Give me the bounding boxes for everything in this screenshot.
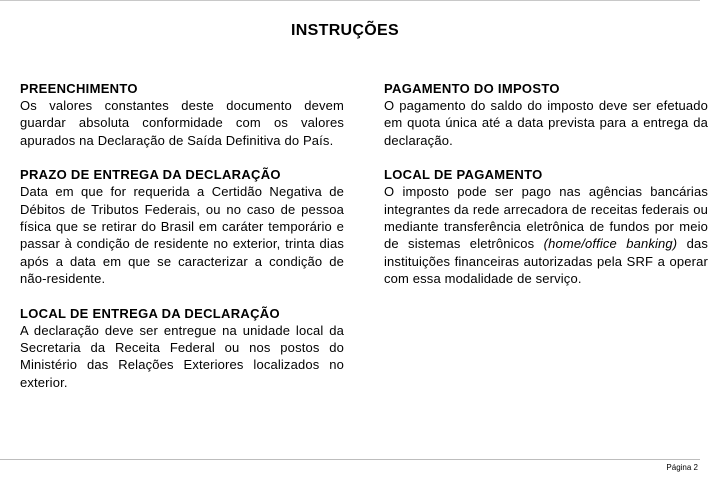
bottom-divider	[0, 459, 700, 460]
section-body: O pagamento do saldo do imposto deve ser efetuado em quota única até a data prevista para a entrega da declaração.	[384, 98, 708, 148]
body-text: O imposto pode ser pago nas agências bancárias integrantes da rede arrecadora de receitas federais ou mediante transferência eletrônica de fundos por meio de sistemas eletrônicos	[384, 184, 708, 252]
section-body: Data em que for requerida a Certidão Negativa de Débitos de Tributos Federais, ou no caso de pessoa física que se retirar do Brasil em caráter temporário e passar à condição de residente no exterior, trinta dias após a data em que se caracterizar a condição de não-residente.	[20, 184, 344, 287]
section-prazo-entrega	[20, 166, 344, 287]
section-heading: PREENCHIMENTO	[20, 81, 138, 96]
section-body: A declaração deve ser entregue na unidade local da Secretaria da Receita Federal ou nos postos do Ministério das Relações Exteriores localizados no exterior.	[20, 322, 344, 390]
section-body	[384, 183, 708, 287]
body-text: das instituições financeiras autorizadas pela SRF a operar com essa modalidade de serviço.	[384, 236, 708, 287]
section-local-entrega	[20, 305, 344, 392]
section-heading: LOCAL DE ENTREGA DA DECLARAÇÃO	[20, 305, 280, 321]
section-heading: LOCAL DE PAGAMENTO	[384, 167, 543, 183]
right-column	[384, 80, 708, 305]
section-local-pagamento	[384, 166, 708, 287]
section-body: Os valores constantes deste documento devem guardar absoluta conformidade com os valores apurados na Declaração de Saída Definitiva do País.	[20, 98, 344, 148]
section-heading: PRAZO DE ENTREGA DA DECLARAÇÃO	[20, 167, 281, 183]
page-title: INSTRUÇÕES	[291, 22, 399, 39]
page-number: Página 2	[666, 463, 698, 472]
section-preenchimento	[20, 80, 344, 149]
top-divider	[0, 0, 700, 1]
left-column	[20, 80, 344, 408]
section-heading: PAGAMENTO DO IMPOSTO	[384, 81, 560, 96]
section-pagamento-imposto	[384, 80, 708, 149]
body-italic-text: (home/office banking)	[543, 236, 678, 252]
